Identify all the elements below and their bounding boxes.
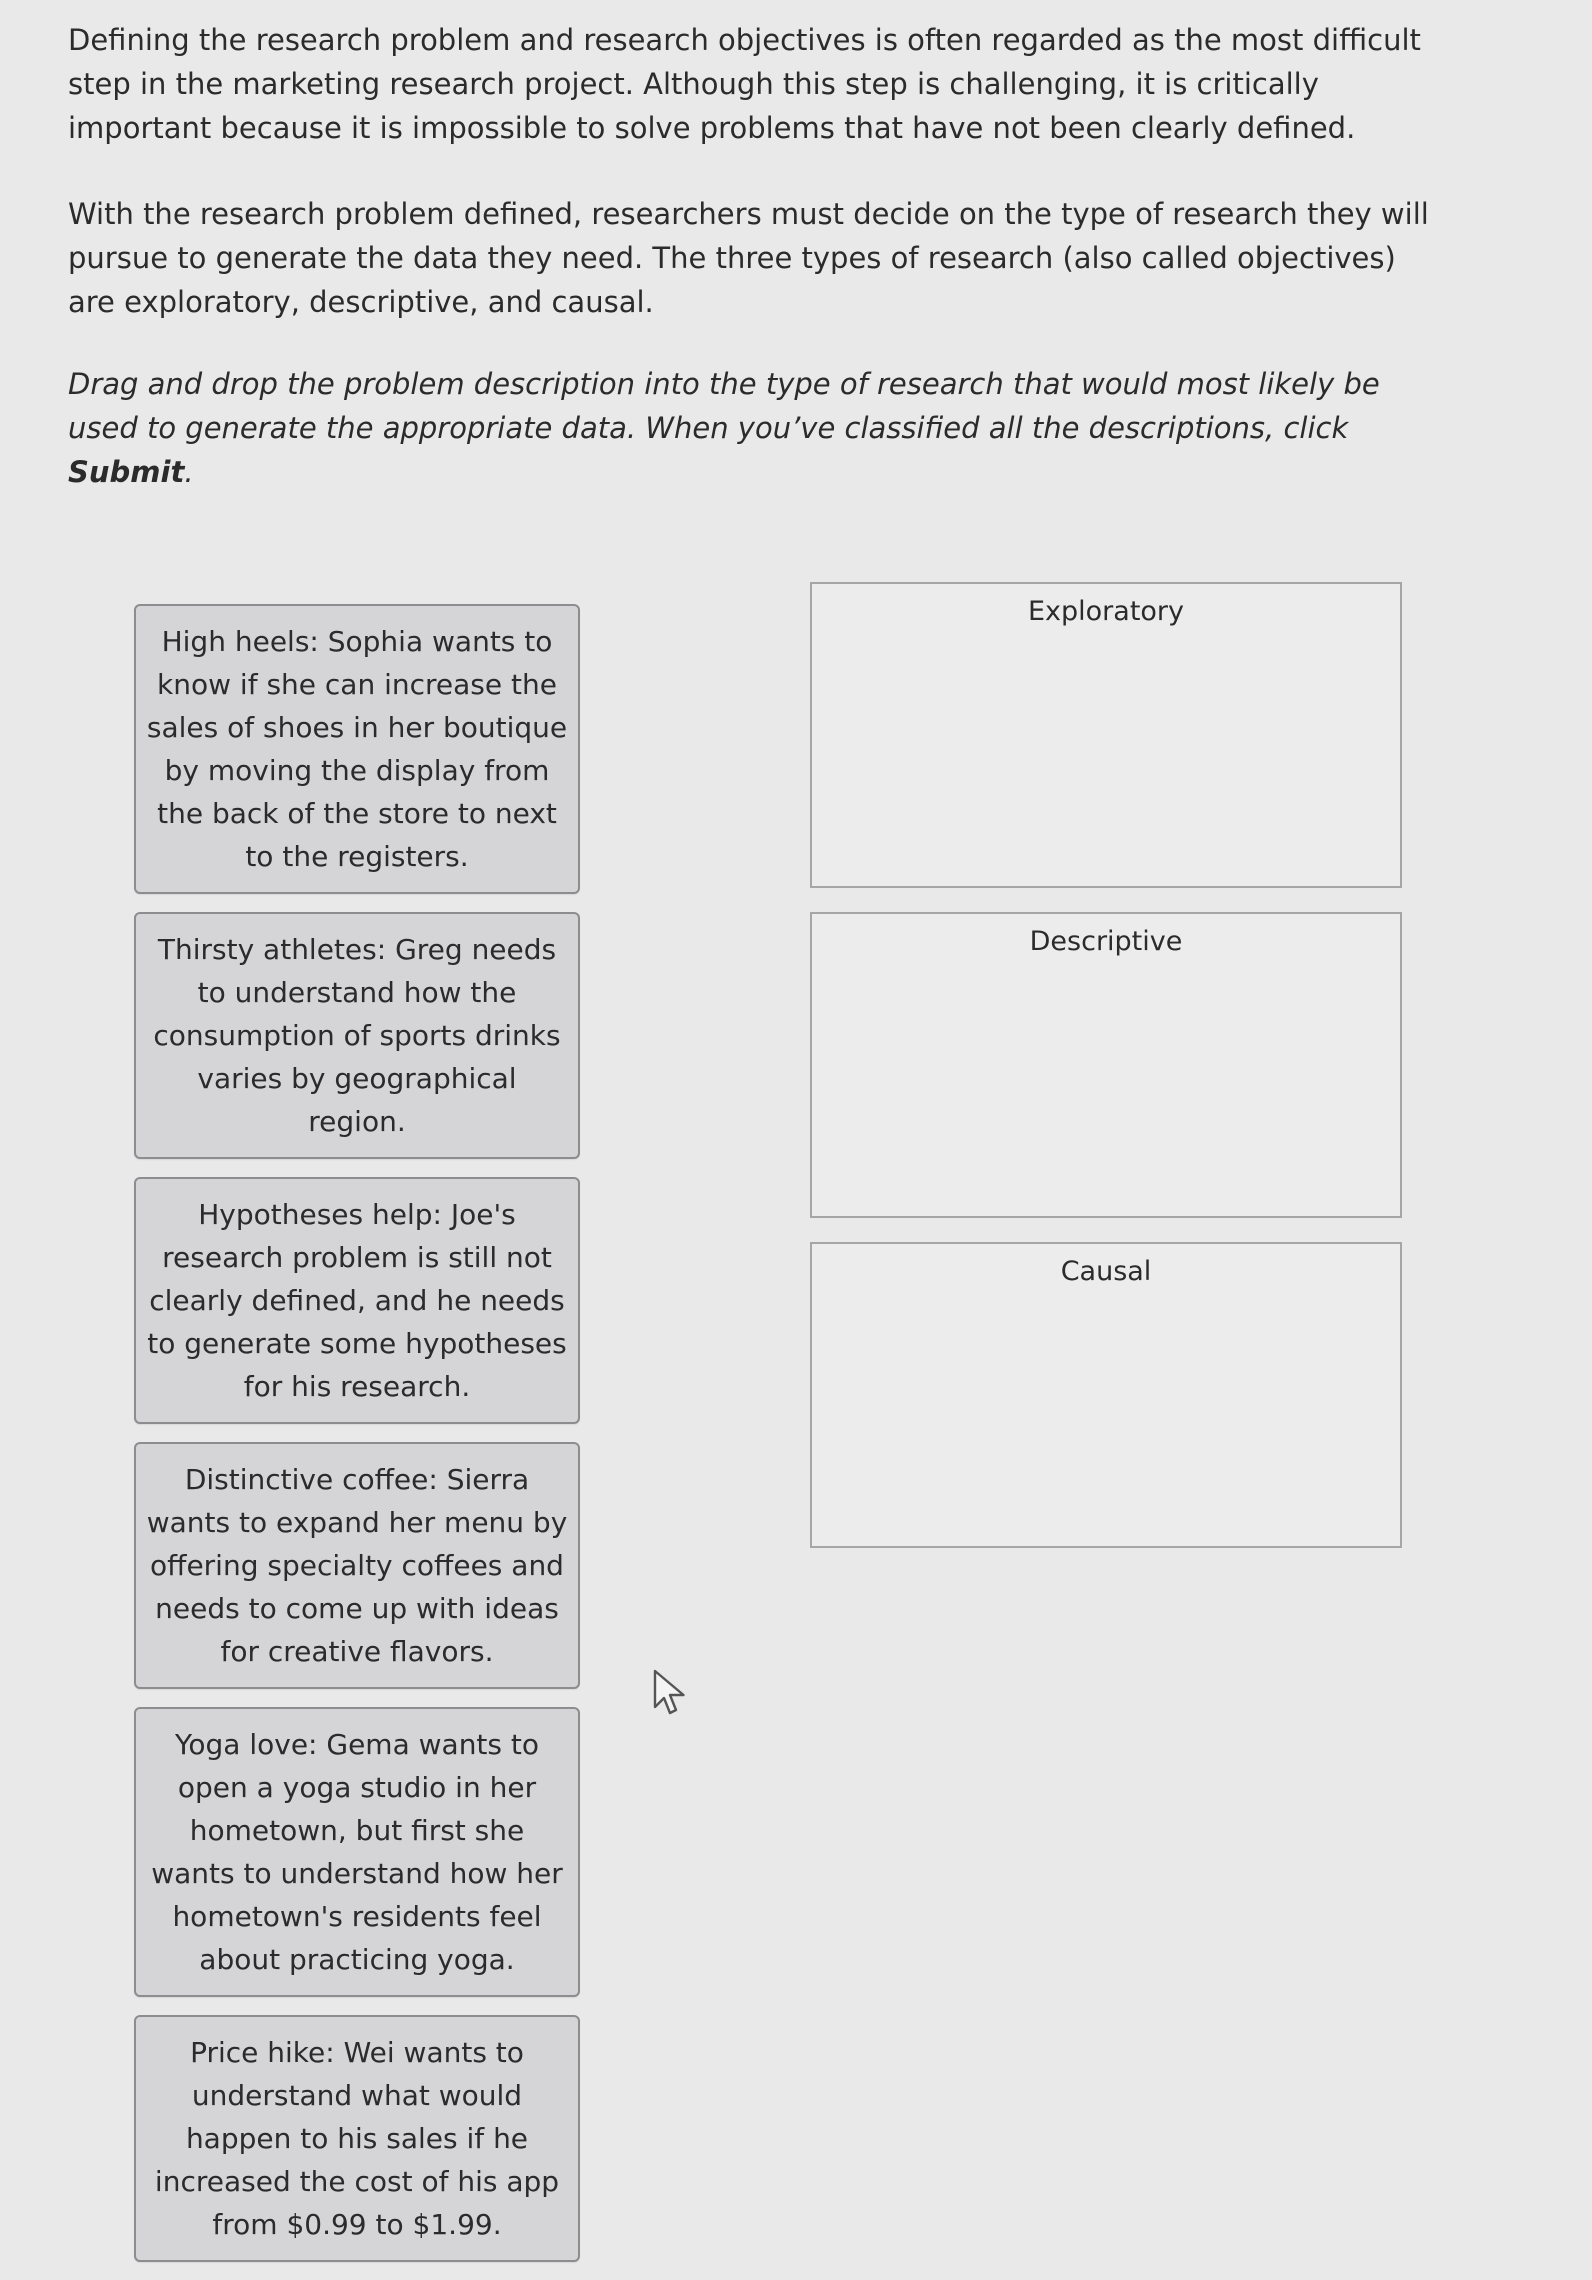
drop-zone-label: Exploratory bbox=[1027, 596, 1185, 627]
drop-zone-label: Descriptive bbox=[1029, 926, 1183, 957]
drag-card-price-hike[interactable]: Price hike: Wei wants to understand what would happen to his sales if he increased the cost of his app from $0.99 to $1.99. bbox=[134, 2015, 580, 2262]
instruction-paragraph bbox=[68, 362, 1438, 494]
intro-paragraph-2: With the research problem defined, researchers must decide on the type of research they will pursue to generate the data they need. The three types of research (also called objectives) are exploratory, descriptive, and causal. bbox=[68, 197, 1429, 319]
drop-zone-descriptive[interactable] bbox=[810, 912, 1402, 1218]
drag-card-high-heels[interactable]: High heels: Sophia wants to know if she can increase the sales of shoes in her boutique by moving the display from the back of the store to next to the registers. bbox=[134, 604, 580, 894]
intro-paragraph-1: Defining the research problem and research objectives is often regarded as the most difficult step in the marketing research project. Although this step is challenging, it is critically important because it is impossible to solve problems that have not been clearly defined. bbox=[68, 23, 1421, 145]
drop-zones bbox=[810, 582, 1402, 1572]
instruction-suffix: . bbox=[184, 455, 194, 489]
submit-reference: Submit bbox=[68, 455, 185, 489]
drag-card-yoga-love[interactable]: Yoga love: Gema wants to open a yoga studio in her hometown, but first she wants to understand how her hometown's residents feel about practicing yoga. bbox=[134, 1707, 580, 1997]
drop-zone-label: Causal bbox=[1060, 1256, 1152, 1287]
mouse-pointer-icon bbox=[652, 1668, 688, 1716]
drop-zone-exploratory[interactable] bbox=[810, 582, 1402, 888]
drag-card-hypotheses-help[interactable]: Hypotheses help: Joe's research problem is still not clearly defined, and he needs to generate some hypotheses for his research. bbox=[134, 1177, 580, 1424]
instruction-text: Drag and drop the problem description into the type of research that would most likely be used to generate the appropriate data. When you’ve classified all the descriptions, click bbox=[68, 367, 1380, 445]
card-bank bbox=[134, 604, 580, 2280]
drop-zone-causal[interactable] bbox=[810, 1242, 1402, 1548]
drag-card-distinctive-coffee[interactable]: Distinctive coffee: Sierra wants to expand her menu by offering specialty coffees and needs to come up with ideas for creative flavors. bbox=[134, 1442, 580, 1689]
drag-card-thirsty-athletes[interactable]: Thirsty athletes: Greg needs to understand how the consumption of sports drinks varies by geographical region. bbox=[134, 912, 580, 1159]
